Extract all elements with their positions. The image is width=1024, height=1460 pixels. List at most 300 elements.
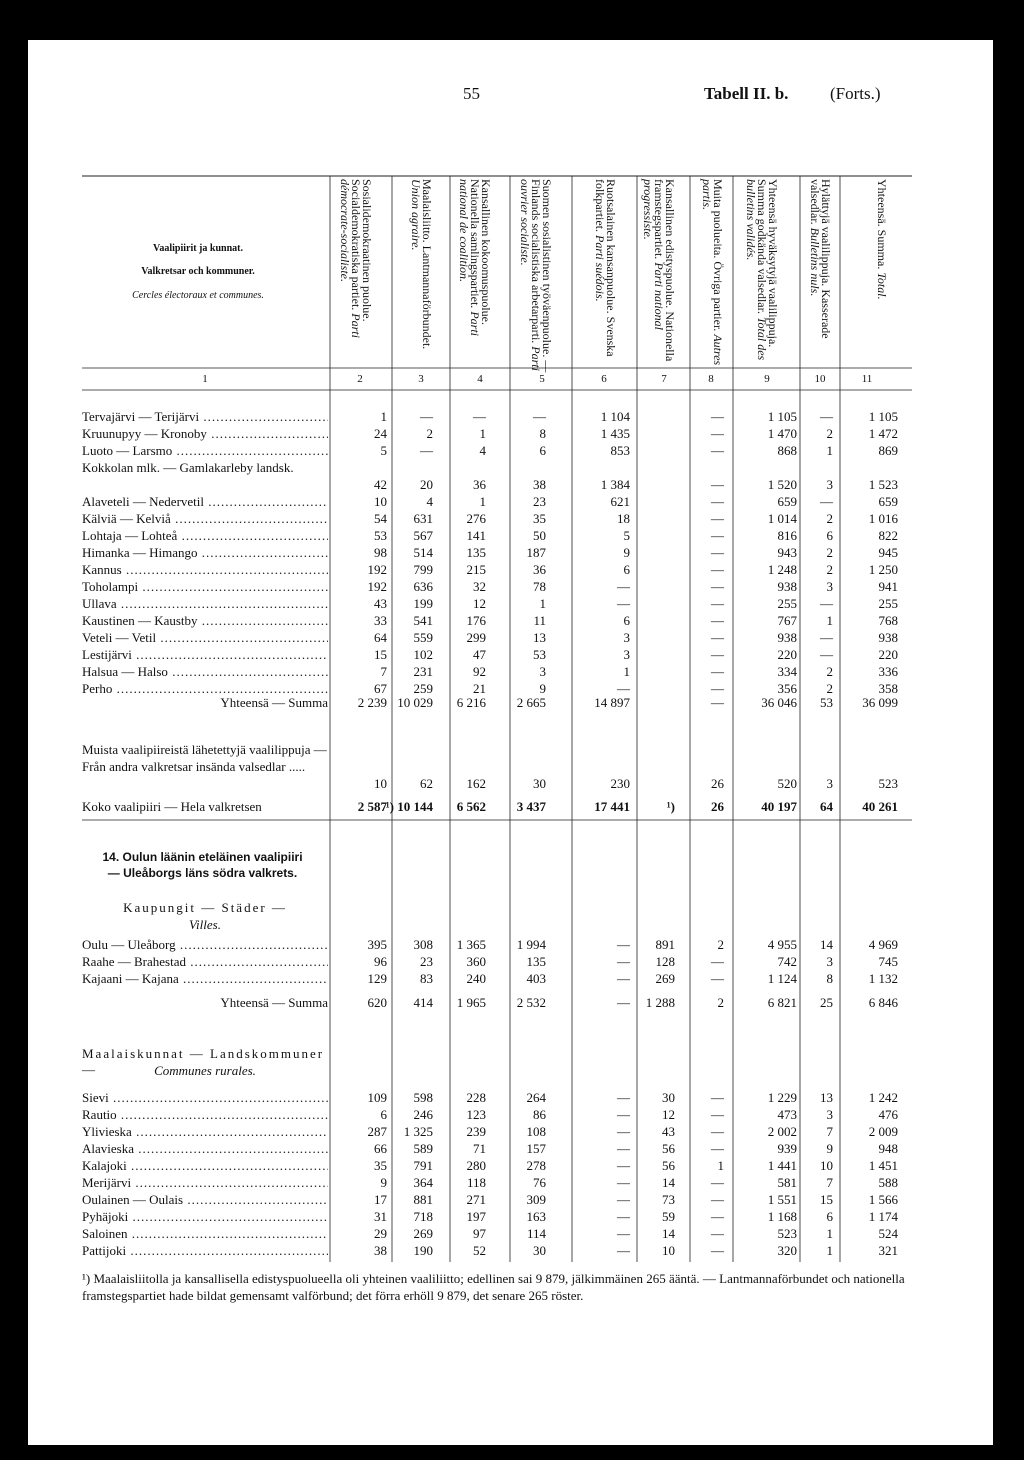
header-sv: Summa godkända valsedlar. xyxy=(754,179,769,314)
column-number-5: 5 xyxy=(539,373,545,385)
cell-col-9: 742 xyxy=(777,954,797,969)
cell-col-5: 2 665 xyxy=(516,695,546,710)
cell-col-7: — xyxy=(711,579,724,594)
cell-col-3: 231 xyxy=(413,664,433,679)
row-label: Toholampi ..... xyxy=(82,578,328,595)
cell-col-5: 11 xyxy=(533,613,546,628)
cell-col-4: 276 xyxy=(466,511,486,526)
row-label: Kruunupyy — Kronoby ..... xyxy=(82,425,328,442)
cell-col-3: 559 xyxy=(413,630,433,645)
cell-col-3: 246 xyxy=(413,1107,433,1122)
cell-col-4: 12 xyxy=(473,596,486,611)
cell-col-4: 1 xyxy=(479,494,486,509)
cell-col-3: 62 xyxy=(420,776,433,791)
cell-col-2: 64 xyxy=(374,630,387,645)
table-row xyxy=(0,1089,1024,1106)
table-row xyxy=(0,629,1024,646)
cell-col-6: 9 xyxy=(623,545,630,560)
table-row xyxy=(0,1140,1024,1157)
cell-col-5: 135 xyxy=(526,954,546,969)
row-label: Tervajärvi — Terijärvi ..... xyxy=(82,408,328,425)
table-row xyxy=(0,561,1024,578)
table-row xyxy=(0,459,1024,492)
cell-col-8: 1 105 xyxy=(767,409,797,424)
cell-col-3: 631 xyxy=(413,511,433,526)
cell-col-6: 5 xyxy=(623,528,630,543)
table-row xyxy=(0,1106,1024,1123)
column-header-7 xyxy=(640,179,677,375)
cell-col-10: 659 xyxy=(878,494,898,509)
cell-col-9: 40 197 xyxy=(761,799,797,814)
cell-col-4: 176 xyxy=(466,613,486,628)
cell-col-11: 1 451 xyxy=(868,1158,898,1173)
row-label: Luoto — Larsmo ..... xyxy=(82,442,328,459)
cell-col-7: 891 xyxy=(655,937,675,952)
cell-col-2: 6 xyxy=(380,1107,387,1122)
cell-col-7: 56 xyxy=(662,1141,675,1156)
cell-col-5: 2 532 xyxy=(516,995,546,1010)
cell-col-6: 17 441 xyxy=(594,799,630,814)
cell-col-5: 6 xyxy=(539,443,546,458)
cell-col-7: — xyxy=(711,528,724,543)
cell-col-11: 2 009 xyxy=(868,1124,898,1139)
table-row xyxy=(0,527,1024,544)
table-row xyxy=(0,1208,1024,1225)
cell-col-6: — xyxy=(617,971,630,986)
cell-col-9: 2 xyxy=(826,664,833,679)
cell-col-2: 15 xyxy=(374,647,387,662)
header-sv: Nationella samlingspartiet. xyxy=(468,179,482,309)
table-row xyxy=(0,1191,1024,1208)
row-label: Saloinen ..... xyxy=(82,1225,328,1242)
cell-col-5: 86 xyxy=(533,1107,546,1122)
cell-col-4: 1 965 xyxy=(456,995,486,1010)
cell-col-8: 1 248 xyxy=(767,562,797,577)
row-label: Lestijärvi ..... xyxy=(82,646,328,663)
cell-col-5: 78 xyxy=(533,579,546,594)
cell-col-5: 114 xyxy=(526,1226,546,1241)
table-row xyxy=(0,544,1024,561)
cell-col-2: 9 xyxy=(380,1175,387,1190)
cell-col-5: 36 xyxy=(533,562,546,577)
continuation-note: (Forts.) xyxy=(830,84,881,103)
cell-col-5: 278 xyxy=(526,1158,546,1173)
cell-col-11: 321 xyxy=(878,1243,898,1258)
cell-col-6: 3 xyxy=(623,630,630,645)
cell-col-6: — xyxy=(617,1192,630,1207)
cell-col-6: 6 xyxy=(623,562,630,577)
table-row xyxy=(0,646,1024,663)
header-sv: Lantmannaförbundet. xyxy=(420,245,434,350)
cell-col-10: 255 xyxy=(878,596,898,611)
cell-col-10: 14 xyxy=(820,937,833,952)
cell-col-4: 299 xyxy=(466,630,486,645)
cell-col-11: 1 566 xyxy=(868,1192,898,1207)
header-fi: Yhteensä. xyxy=(875,179,889,227)
cell-col-8: 659 xyxy=(777,494,797,509)
cell-col-3: 589 xyxy=(413,1141,433,1156)
cell-col-6: 621 xyxy=(610,494,630,509)
cell-col-5: 35 xyxy=(533,511,546,526)
header-fi: Hylättyjä vaalilippuja. xyxy=(819,179,833,287)
cell-col-2: 109 xyxy=(367,1090,387,1105)
cell-col-9: 2 xyxy=(826,681,833,696)
cell-col-10: 64 xyxy=(820,799,833,814)
cell-col-2: 10 xyxy=(374,776,387,791)
cell-col-10: 768 xyxy=(878,613,898,628)
cell-col-8: — xyxy=(711,1107,724,1122)
row-label: Alaveteli — Nedervetil ..... xyxy=(82,493,328,510)
cell-col-9: — xyxy=(820,630,833,645)
cell-col-3: 1 325 xyxy=(403,1124,433,1139)
cell-col-3: 102 xyxy=(413,647,433,662)
cell-col-2: 10 xyxy=(374,494,387,509)
cell-col-6: — xyxy=(617,1124,630,1139)
cell-col-3: — xyxy=(420,443,433,458)
cell-col-11: 948 xyxy=(878,1141,898,1156)
cell-col-10: 336 xyxy=(878,664,898,679)
table-row xyxy=(0,510,1024,527)
cell-col-8: 767 xyxy=(777,613,797,628)
cell-col-10: 7 xyxy=(826,1175,833,1190)
header-fi: Muita puolueita. xyxy=(710,179,725,259)
cell-col-4: 71 xyxy=(473,1141,486,1156)
block1-other-row xyxy=(0,775,1024,792)
cell-col-2: 287 xyxy=(367,1124,387,1139)
cell-col-7: — xyxy=(711,647,724,662)
cell-col-7: ¹) xyxy=(666,799,675,814)
header-fr: Parti ouvrier socialiste. xyxy=(518,179,543,371)
row-label: Raahe — Brahestad ..... xyxy=(82,953,328,970)
cell-col-2: 66 xyxy=(374,1141,387,1156)
page-number: 55 xyxy=(463,84,480,103)
column-number-8: 8 xyxy=(708,373,714,385)
cell-col-9: — xyxy=(820,596,833,611)
cell-col-7: — xyxy=(711,630,724,645)
cell-col-2: 54 xyxy=(374,511,387,526)
cell-col-6: 18 xyxy=(617,511,630,526)
cell-col-8: 220 xyxy=(777,647,797,662)
cell-col-8: 26 xyxy=(711,799,724,814)
cell-col-5: 1 994 xyxy=(516,937,546,952)
cell-col-3: ¹) 10 144 xyxy=(385,799,433,814)
cell-col-6: 3 xyxy=(623,647,630,662)
table-row xyxy=(0,953,1024,970)
row-label: Pyhäjoki ..... xyxy=(82,1208,328,1225)
cell-col-9: 2 xyxy=(826,511,833,526)
cell-col-7: 128 xyxy=(655,954,675,969)
header-fr: Bulletins nuls. xyxy=(808,227,822,297)
column-number-1: 1 xyxy=(202,373,208,385)
table-row xyxy=(0,970,1024,987)
cell-col-2: 53 xyxy=(374,528,387,543)
cell-col-10: 3 xyxy=(826,1107,833,1122)
table-row xyxy=(0,612,1024,629)
cell-col-6: — xyxy=(617,596,630,611)
table-title: Tabell II. b. xyxy=(704,84,789,103)
cell-col-2: 2 587 xyxy=(357,799,387,814)
row-label: Alavieska ..... xyxy=(82,1140,328,1157)
column-number-2: 2 xyxy=(357,373,363,385)
cell-col-2: 96 xyxy=(374,954,387,969)
header-sv: Nationella framstegspartiet. xyxy=(651,179,677,362)
header-sv: Socialdemokratiska partiet. xyxy=(349,179,363,311)
header-sv: Svenska folkpartiet. xyxy=(592,179,618,357)
cell-col-4: 47 xyxy=(473,647,486,662)
column-header-11 xyxy=(865,179,887,375)
row-label: Kalajoki ..... xyxy=(82,1157,328,1174)
cell-col-4: 36 xyxy=(473,477,486,492)
cell-col-6: 6 xyxy=(623,613,630,628)
cell-col-8: — xyxy=(711,1243,724,1258)
cell-col-3: 598 xyxy=(413,1090,433,1105)
cell-col-9: 939 xyxy=(777,1141,797,1156)
cell-col-4: 271 xyxy=(466,1192,486,1207)
cell-col-8: — xyxy=(711,1175,724,1190)
cell-col-7: — xyxy=(711,562,724,577)
cell-col-8: 816 xyxy=(777,528,797,543)
table-row xyxy=(0,425,1024,442)
header-fr: Total. xyxy=(875,272,889,300)
cell-col-2: 67 xyxy=(374,681,387,696)
cell-col-10: 822 xyxy=(878,528,898,543)
cell-col-9: 1 229 xyxy=(767,1090,797,1105)
row-label: Ylivieska ..... xyxy=(82,1123,328,1140)
cell-col-5: 1 xyxy=(539,596,546,611)
header-fr: Parti national de coalition. xyxy=(457,179,482,336)
rural-heading: Maalaiskunnat — Landskommuner — xyxy=(82,1046,325,1077)
cell-col-3: 269 xyxy=(413,1226,433,1241)
cell-col-2: 42 xyxy=(374,477,387,492)
column-header-8 xyxy=(701,179,723,375)
cell-col-7: 59 xyxy=(662,1209,675,1224)
cell-col-3: 799 xyxy=(413,562,433,577)
column-number-9: 9 xyxy=(764,373,770,385)
table-row xyxy=(0,595,1024,612)
cell-col-4: 228 xyxy=(466,1090,486,1105)
cell-col-2: 129 xyxy=(367,971,387,986)
header-fi: Kansallinen kokoomuspuolue. xyxy=(479,179,493,325)
cell-col-6: — xyxy=(617,1141,630,1156)
cell-col-9: 1 xyxy=(826,613,833,628)
cell-col-3: 199 xyxy=(413,596,433,611)
cell-col-10: 1 xyxy=(826,1243,833,1258)
cell-col-11: 40 261 xyxy=(862,799,898,814)
cell-col-10: 869 xyxy=(878,443,898,458)
cell-col-3: 259 xyxy=(413,681,433,696)
block1-grand-row xyxy=(0,798,1024,815)
cell-col-5: 309 xyxy=(526,1192,546,1207)
cell-col-11: 524 xyxy=(878,1226,898,1241)
cell-col-5: 403 xyxy=(526,971,546,986)
cell-col-9: 6 xyxy=(826,528,833,543)
column-header-10 xyxy=(809,179,831,375)
header-col1-fi: Vaalipiirit ja kunnat. xyxy=(153,243,243,254)
cell-col-8: — xyxy=(711,1124,724,1139)
cell-col-9: 520 xyxy=(777,776,797,791)
cell-col-4: 135 xyxy=(466,545,486,560)
cell-col-10: 220 xyxy=(878,647,898,662)
cell-col-4: 280 xyxy=(466,1158,486,1173)
cell-col-3: 514 xyxy=(413,545,433,560)
cell-col-6: — xyxy=(617,995,630,1010)
cell-col-7: 269 xyxy=(655,971,675,986)
cell-col-4: 360 xyxy=(466,954,486,969)
header-fr: Total des bulletins validés. xyxy=(743,179,769,361)
row-label: Oulainen — Oulais ..... xyxy=(82,1191,328,1208)
column-header-3 xyxy=(410,179,432,375)
cell-col-10: 6 xyxy=(826,1209,833,1224)
cell-col-10: 7 xyxy=(826,1124,833,1139)
cell-col-6: 14 897 xyxy=(594,695,630,710)
cell-col-8: 2 xyxy=(717,937,724,952)
cell-col-2: 38 xyxy=(374,1243,387,1258)
cell-col-9: 3 xyxy=(826,477,833,492)
row-label: Kokkolan mlk. — Gamlakarleby landsk. xyxy=(82,460,294,475)
town-total-row xyxy=(0,994,1024,1011)
towns-heading: Kaupungit — Städer — xyxy=(123,900,287,915)
cell-col-3: 190 xyxy=(413,1243,433,1258)
cell-col-11: 523 xyxy=(878,776,898,791)
column-header-5 xyxy=(518,179,554,375)
cell-col-8: 2 xyxy=(717,995,724,1010)
cell-col-4: 52 xyxy=(473,1243,486,1258)
cell-col-2: 24 xyxy=(374,426,387,441)
cell-col-7: — xyxy=(711,426,724,441)
cell-col-4: 123 xyxy=(466,1107,486,1122)
row-label: Sievi ..... xyxy=(82,1089,328,1106)
cell-col-6: 1 104 xyxy=(600,409,630,424)
cell-col-5: 23 xyxy=(533,494,546,509)
cell-col-5: 163 xyxy=(526,1209,546,1224)
cell-col-2: 2 239 xyxy=(357,695,387,710)
cell-col-3: 414 xyxy=(413,995,433,1010)
cell-col-7: — xyxy=(711,511,724,526)
table-row xyxy=(0,1242,1024,1259)
header-fi: Kansallinen edistyspuolue. xyxy=(662,179,677,309)
cell-col-5: 9 xyxy=(539,681,546,696)
cell-col-4: 6 216 xyxy=(456,695,486,710)
cell-col-7: 43 xyxy=(662,1124,675,1139)
header-sv: Kasserade valsedlar. xyxy=(808,179,833,339)
cell-col-4: 97 xyxy=(473,1226,486,1241)
cell-col-6: — xyxy=(617,937,630,952)
cell-col-11: 6 846 xyxy=(868,995,898,1010)
cell-col-8: 938 xyxy=(777,630,797,645)
cell-col-9: 523 xyxy=(777,1226,797,1241)
cell-col-2: 43 xyxy=(374,596,387,611)
cell-col-9: — xyxy=(820,494,833,509)
cell-col-4: 162 xyxy=(466,776,486,791)
row-label: Merijärvi ..... xyxy=(82,1174,328,1191)
cell-col-9: 1 441 xyxy=(767,1158,797,1173)
column-header-2 xyxy=(338,179,374,375)
header-sv: Övriga partier. xyxy=(710,261,725,332)
cell-col-4: 141 xyxy=(466,528,486,543)
cell-col-9: 1 124 xyxy=(767,971,797,986)
cell-col-10: 3 xyxy=(826,954,833,969)
cell-col-8: — xyxy=(711,1141,724,1156)
cell-col-8: — xyxy=(711,1192,724,1207)
table-row xyxy=(0,578,1024,595)
cell-col-9: 6 821 xyxy=(767,995,797,1010)
cell-col-9: 1 xyxy=(826,443,833,458)
cell-col-7: — xyxy=(711,409,724,424)
cell-col-9: 1 551 xyxy=(767,1192,797,1207)
cell-col-7: — xyxy=(711,681,724,696)
cell-col-10: 8 xyxy=(826,971,833,986)
cell-col-3: 718 xyxy=(413,1209,433,1224)
cell-col-9: 2 xyxy=(826,426,833,441)
cell-col-9: 2 xyxy=(826,562,833,577)
cell-col-7: 73 xyxy=(662,1192,675,1207)
cell-col-9: — xyxy=(820,647,833,662)
cell-col-6: 1 435 xyxy=(600,426,630,441)
cell-col-8: — xyxy=(711,1090,724,1105)
column-number-11: 11 xyxy=(861,373,873,385)
cell-col-4: 197 xyxy=(466,1209,486,1224)
cell-col-7: — xyxy=(711,494,724,509)
column-number-7: 7 xyxy=(661,373,667,385)
cell-col-4: 32 xyxy=(473,579,486,594)
cell-col-7: 30 xyxy=(662,1090,675,1105)
cell-col-6: — xyxy=(617,579,630,594)
header-sv: Summa. xyxy=(875,229,889,270)
cell-col-11: 476 xyxy=(878,1107,898,1122)
cell-col-2: 29 xyxy=(374,1226,387,1241)
cell-col-6: — xyxy=(617,1209,630,1224)
cell-col-6: — xyxy=(617,1243,630,1258)
column-header-4 xyxy=(457,179,493,375)
table-row xyxy=(0,442,1024,459)
cell-col-6: — xyxy=(617,1175,630,1190)
cell-col-7: 1 288 xyxy=(645,995,675,1010)
cell-col-10: 25 xyxy=(820,995,833,1010)
header-col1-fr: Cercles électoraux et communes. xyxy=(132,290,264,301)
cell-col-6: — xyxy=(617,681,630,696)
header-fr: Parti démocrate-socialiste. xyxy=(338,179,363,338)
cell-col-5: 53 xyxy=(533,647,546,662)
row-label: Koko vaalipiiri — Hela valkretsen xyxy=(82,799,262,814)
district-14-title: 14. Oulun läänin eteläinen vaalipiiri — Uleåborgs läns södra valkrets. xyxy=(102,850,303,880)
cell-col-5: 157 xyxy=(526,1141,546,1156)
row-label: Kajaani — Kajana ..... xyxy=(82,970,328,987)
cell-col-2: 620 xyxy=(367,995,387,1010)
cell-col-8: 255 xyxy=(777,596,797,611)
table-row xyxy=(0,1157,1024,1174)
cell-col-8: 938 xyxy=(777,579,797,594)
footnote: ¹) Maalaisliitolla ja kansallisella edistyspuolueella oli yhteinen vaaliliitto; edellinen sai 9 879, jälkimmäinen 265 ääntä. — Lantmannaförbundet och nationella framstegspartiet hade bildat gemensamt valförbund; det förra erhöll 9 879, det senare 265 röster. xyxy=(82,1271,905,1303)
cell-col-2: 5 xyxy=(380,443,387,458)
cell-col-10: 9 xyxy=(826,1141,833,1156)
cell-col-11: 36 099 xyxy=(862,695,898,710)
cell-col-7: — xyxy=(711,664,724,679)
cell-col-9: 4 955 xyxy=(767,937,797,952)
row-label: Ullava ..... xyxy=(82,595,328,612)
row-label: Rautio ..... xyxy=(82,1106,328,1123)
row-label: Yhteensä — Summa xyxy=(220,695,328,710)
cell-col-10: 1 523 xyxy=(868,477,898,492)
cell-col-3: 83 xyxy=(420,971,433,986)
rural-heading-fr: Communes rurales. xyxy=(154,1063,256,1078)
header-col1-sv: Valkretsar och kommuner. xyxy=(141,266,255,277)
header-fi: Maalaisliitto. xyxy=(420,179,434,243)
cell-col-5: 3 xyxy=(539,664,546,679)
cell-col-5: — xyxy=(533,409,546,424)
cell-col-8: — xyxy=(711,971,724,986)
cell-col-7: 14 xyxy=(662,1175,675,1190)
cell-col-6: — xyxy=(617,1158,630,1173)
